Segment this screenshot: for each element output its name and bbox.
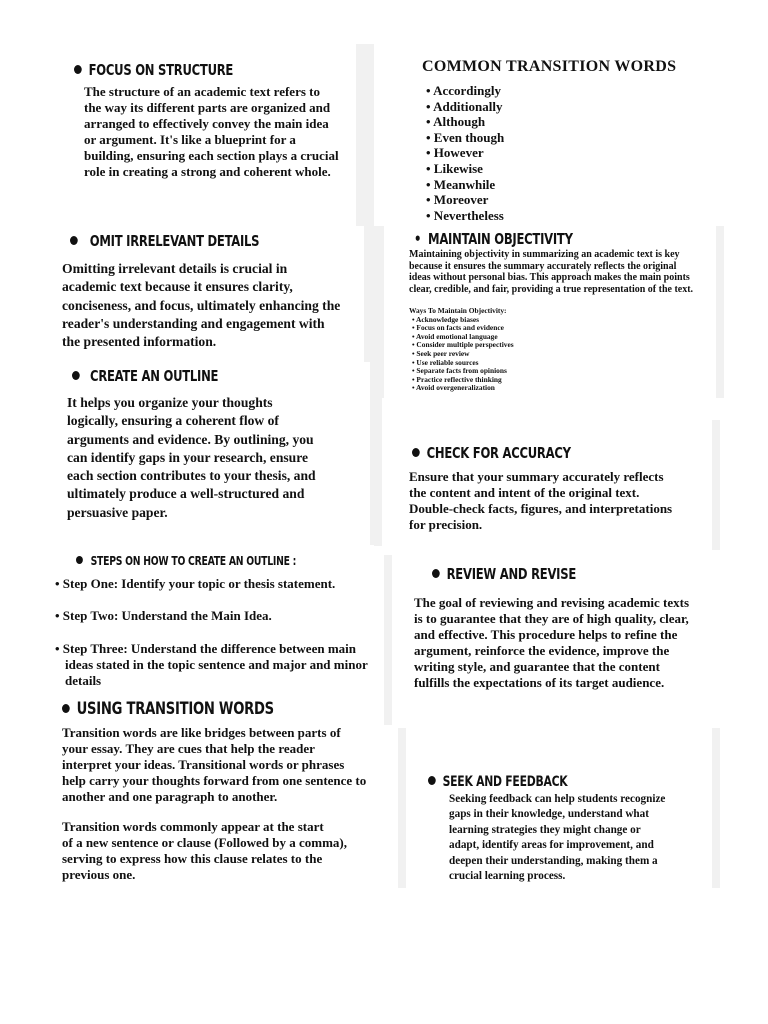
paragraph-line: fulfills the expectations of its target audience. (414, 675, 665, 690)
list-item: • Additionally (426, 98, 503, 114)
transition-list-heading: COMMON TRANSITION WORDS (422, 58, 677, 75)
paragraph-line: argument, reinforce the evidence, improve the (414, 643, 670, 658)
accuracy-heading: CHECK FOR ACCURACY (426, 444, 571, 462)
paragraph-line: or argument. It's like a blueprint for a (84, 132, 296, 147)
paragraph-line: Omitting irrelevant details is crucial in (62, 261, 288, 276)
bullet-icon (412, 448, 420, 457)
accuracy-panel (382, 438, 712, 544)
step-item: • Step Two: Understand the Main Idea. (55, 608, 272, 623)
paragraph-line: is to guarantee that they are of high quality, clear, (414, 611, 689, 626)
paragraph-line: and effective. This procedure helps to refine the (414, 627, 678, 642)
list-item: • Acknowledge biases (412, 314, 480, 324)
bullet-icon (70, 236, 78, 245)
focus-structure-heading: FOCUS ON STRUCTURE (88, 61, 234, 79)
objectivity-panel (384, 226, 716, 398)
list-item: • Moreover (426, 192, 489, 208)
paragraph-line: Transition words are like bridges between parts of (62, 725, 341, 740)
paragraph-line: crucial learning process. (449, 870, 566, 883)
list-item: • Nevertheless (426, 207, 504, 223)
bullet-icon (62, 704, 70, 713)
step-item: • Step One: Identify your topic or thesis statement. (55, 576, 336, 591)
paragraph-line: Ensure that your summary accurately reflects (409, 469, 664, 484)
paragraph-line: Maintaining objectivity in summarizing an academic text is key (409, 249, 680, 260)
bullet-icon (428, 776, 436, 785)
bullet-icon (74, 65, 82, 74)
paragraph-line: of a new sentence or clause (Followed by a comma), (62, 835, 347, 850)
step-item-continued: details (65, 673, 102, 688)
paragraph-line: logically, ensuring a coherent flow of (67, 413, 279, 429)
paragraph-line: can identify gaps in your research, ensure (67, 449, 309, 465)
list-item: • Separate facts from opinions (412, 366, 507, 376)
paragraph-line: ultimately produce a well-structured and (67, 486, 305, 502)
paragraph-line: because it ensures the summary accurately reflects the original (409, 260, 677, 272)
paragraph-line: arguments and evidence. By outlining, you (67, 431, 314, 447)
focus-structure-panel (60, 52, 355, 182)
list-item: • However (426, 145, 484, 161)
paragraph-line: for precision. (409, 517, 483, 532)
omit-details-heading: OMIT IRRELEVANT DETAILS (89, 232, 260, 250)
paragraph-line: deepen their understanding, making them a (449, 854, 658, 867)
paragraph-line: your essay. They are cues that help the reader (62, 741, 315, 756)
paragraph-line: gaps in their knowledge, understand what (449, 808, 649, 821)
list-item: • Consider multiple perspectives (412, 340, 514, 350)
outline-heading: CREATE AN OUTLINE (90, 367, 219, 385)
transition-words-heading: USING TRANSITION WORDS (76, 699, 274, 719)
paragraph-line: Transition words commonly appear at the start (62, 819, 324, 834)
paragraph-line: Double-check facts, figures, and interpretations (409, 501, 673, 516)
paragraph-line: another and one paragraph to another. (62, 789, 278, 804)
list-item: • Avoid overgeneralization (412, 383, 495, 393)
paragraph-line: persuasive paper. (67, 504, 168, 520)
objectivity-heading: MAINTAIN OBJECTIVITY (428, 230, 573, 248)
paragraph-line: reader's understanding and engagement with (62, 315, 325, 331)
paragraph-line: The structure of an academic text refers to (84, 84, 320, 99)
transition-word-list (426, 83, 504, 223)
feedback-heading: SEEK AND FEEDBACK (442, 774, 568, 790)
list-item: • Likewise (426, 160, 483, 176)
list-item: • Although (426, 114, 486, 130)
steps-heading: STEPS ON HOW TO CREATE AN OUTLINE : (90, 554, 297, 568)
paragraph-line: the content and intent of the original text. (409, 485, 640, 500)
paragraph-line: The goal of reviewing and revising academic texts (414, 595, 690, 610)
paragraph-line: learning strategies they might change or (449, 823, 641, 836)
steps-panel (50, 545, 374, 690)
paragraph-line: It helps you organize your thoughts (67, 395, 273, 410)
omit-details-panel (52, 226, 364, 356)
list-item: • Meanwhile (426, 176, 496, 192)
bullet-icon (432, 569, 440, 578)
paragraph-line: ideas without personal bias. This approach makes the main points (409, 272, 690, 283)
paragraph-line: clear, credible, and fair, providing a true representation of the text. (409, 283, 694, 295)
feedback-panel (406, 764, 712, 886)
list-item: • Focus on facts and evidence (412, 323, 504, 333)
list-item: • Seek peer review (412, 348, 470, 358)
paragraph-line: Seeking feedback can help students recognize (449, 793, 666, 805)
list-item: • Even though (426, 129, 505, 145)
step-item: • Step Three: Understand the difference between main (55, 641, 356, 656)
paragraph-line: academic text because it ensures clarity, (62, 279, 293, 295)
outline-panel (52, 362, 370, 530)
ways-title: Ways To Maintain Objectivity: (409, 306, 507, 315)
paragraph-line: writing style, and guarantee that the content (414, 659, 660, 674)
list-item: • Avoid emotional language (412, 331, 498, 341)
bullet-icon (76, 556, 83, 564)
paragraph-line: interpret your ideas. Transitional words or phrases (62, 757, 345, 772)
list-item: • Accordingly (426, 83, 501, 98)
paragraph-line: building, ensuring each section plays a crucial (84, 148, 339, 163)
paragraph-line: the way its different parts are organized and (84, 100, 331, 115)
paragraph-line: serving to express how this clause relates to the (62, 851, 323, 866)
transition-words-panel (50, 692, 382, 888)
review-heading: REVIEW AND REVISE (446, 565, 576, 583)
paragraph-line: previous one. (62, 867, 136, 882)
transition-list-panel (374, 52, 716, 224)
step-item-continued: ideas stated in the topic sentence and major and minor (65, 657, 368, 672)
paragraph-line: conciseness, and focus, ultimately enhancing the (62, 297, 341, 313)
paragraph-line: the presented information. (62, 334, 217, 350)
paragraph-line: each section contributes to your thesis, and (67, 468, 316, 484)
paragraph-line: help carry your thoughts forward from one sentence to (62, 773, 367, 788)
list-item: • Practice reflective thinking (412, 374, 502, 384)
bullet-icon: • (414, 230, 422, 248)
list-item: • Use reliable sources (412, 357, 479, 367)
paragraph-line: role in creating a strong and coherent whole. (84, 164, 331, 179)
review-panel (392, 558, 712, 698)
bullet-icon (72, 371, 80, 380)
paragraph-line: adapt, identify areas for improvement, and (449, 839, 654, 852)
paragraph-line: arranged to effectively convey the main idea (84, 116, 329, 131)
